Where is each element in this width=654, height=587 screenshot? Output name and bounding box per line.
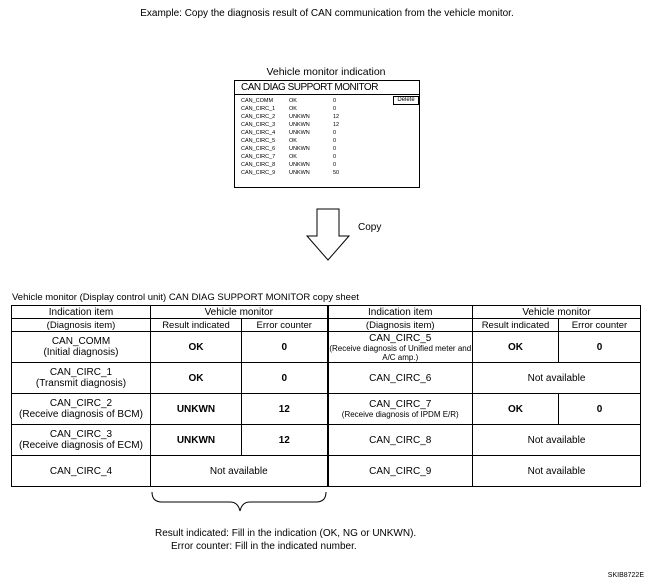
item-description: (Receive diagnosis of ECM) <box>19 440 143 451</box>
error-counter-cell: 0 <box>559 332 641 363</box>
monitor-row-name: CAN_CIRC_2 <box>241 114 276 120</box>
copy-sheet-table <box>11 305 641 487</box>
error-counter-note: Error counter: Fill in the indicated number. <box>171 541 357 552</box>
result-cell: UNKWN <box>151 425 242 456</box>
vehicle-monitor-header: Vehicle monitor <box>473 306 641 319</box>
item-description: (Initial diagnosis) <box>43 347 119 358</box>
not-available-cell: Not available <box>151 456 328 487</box>
monitor-row-status: OK <box>289 106 297 112</box>
monitor-row-status: OK <box>289 154 297 160</box>
item-description: (Receive diagnosis of IPDM E/R) <box>341 410 459 419</box>
monitor-row-name: CAN_CIRC_9 <box>241 170 276 176</box>
item-name: CAN_CIRC_7 <box>369 399 432 410</box>
table-row <box>12 425 641 456</box>
monitor-row-status: OK <box>289 138 297 144</box>
item-name: CAN_CIRC_4 <box>49 465 113 477</box>
monitor-row-status: UNKWN <box>289 146 310 152</box>
not-available-cell: Not available <box>473 425 641 456</box>
monitor-row-name: CAN_COMM <box>241 98 274 104</box>
monitor-row-name: CAN_CIRC_3 <box>241 122 276 128</box>
monitor-row-status: OK <box>289 98 297 104</box>
error-counter-cell: 0 <box>242 363 328 394</box>
monitor-row-name: CAN_CIRC_5 <box>241 138 276 144</box>
error-counter-cell: 0 <box>559 394 641 425</box>
result-cell: OK <box>473 332 559 363</box>
item-name: CAN_CIRC_8 <box>369 434 432 446</box>
diagnosis-item-cell <box>12 394 151 425</box>
error-counter-header: Error counter <box>559 319 641 332</box>
subheader-row <box>12 319 641 332</box>
result-indicated-header: Result indicated <box>473 319 559 332</box>
monitor-row <box>241 146 391 153</box>
monitor-row-status: UNKWN <box>289 170 310 176</box>
diagnosis-item-header: (Diagnosis item) <box>328 319 473 332</box>
down-arrow-icon <box>306 208 350 262</box>
monitor-row-name: CAN_CIRC_1 <box>241 106 276 112</box>
diagnosis-item-header: (Diagnosis item) <box>12 319 151 332</box>
item-description: (Receive diagnosis of BCM) <box>19 409 143 420</box>
diagnosis-item-cell <box>12 425 151 456</box>
example-caption: Example: Copy the diagnosis result of CAN communication from the vehicle monitor. <box>140 8 514 19</box>
result-indicated-header: Result indicated <box>151 319 242 332</box>
monitor-row-value: 0 <box>333 146 337 152</box>
indication-item-header: Indication item <box>12 306 151 319</box>
not-available-cell: Not available <box>473 363 641 394</box>
error-counter-cell: 0 <box>242 332 328 363</box>
monitor-row-value: 0 <box>333 106 337 112</box>
monitor-row-status: UNKWN <box>289 122 310 128</box>
monitor-row <box>241 170 391 177</box>
screen-title: CAN DIAG SUPPORT MONITOR <box>241 82 378 93</box>
item-name: CAN_CIRC_3 <box>49 429 113 440</box>
monitor-row-value: 50 <box>333 170 340 176</box>
item-description: (Receive diagnosis of Unified meter and A/C amp.) <box>329 343 472 362</box>
monitor-row-status: UNKWN <box>289 114 310 120</box>
monitor-row-name: CAN_CIRC_8 <box>241 162 276 168</box>
monitor-screen <box>234 80 420 188</box>
table-row <box>12 363 641 394</box>
screen-title-divider <box>235 94 419 95</box>
diagnosis-item-cell <box>328 425 473 456</box>
monitor-row <box>241 114 391 121</box>
error-counter-header: Error counter <box>242 319 328 332</box>
item-name: CAN_CIRC_6 <box>369 372 432 384</box>
monitor-row <box>241 106 391 113</box>
diagnosis-item-cell <box>328 332 473 363</box>
not-available-cell: Not available <box>473 456 641 487</box>
item-name: CAN_CIRC_2 <box>49 398 113 409</box>
monitor-row-value: 0 <box>333 154 337 160</box>
monitor-row-value: 0 <box>333 98 337 104</box>
delete-button[interactable]: Delete <box>393 96 419 105</box>
monitor-row-status: UNKWN <box>289 162 310 168</box>
monitor-row <box>241 130 391 137</box>
monitor-row-status: UNKWN <box>289 130 310 136</box>
brace-icon <box>150 490 330 514</box>
monitor-row-name: CAN_CIRC_4 <box>241 130 276 136</box>
vehicle-monitor-caption: Vehicle monitor indication <box>266 66 386 78</box>
item-name: CAN_CIRC_1 <box>49 367 113 378</box>
diagnosis-item-cell <box>328 456 473 487</box>
diagnosis-item-cell <box>12 456 151 487</box>
result-cell: UNKWN <box>151 394 242 425</box>
table-row <box>12 394 641 425</box>
table-row <box>12 456 641 487</box>
monitor-row <box>241 154 391 161</box>
monitor-row-value: 12 <box>333 122 340 128</box>
item-name: CAN_CIRC_5 <box>369 332 432 344</box>
result-cell: OK <box>151 363 242 394</box>
item-description: (Transmit diagnosis) <box>35 378 127 389</box>
diagnosis-item-cell <box>328 363 473 394</box>
diagnosis-item-cell <box>328 394 473 425</box>
monitor-row <box>241 98 391 105</box>
diagnosis-item-cell <box>12 332 151 363</box>
vehicle-monitor-header: Vehicle monitor <box>151 306 328 319</box>
monitor-row-value: 12 <box>333 114 340 120</box>
monitor-row-name: CAN_CIRC_6 <box>241 146 276 152</box>
monitor-row-value: 0 <box>333 130 337 136</box>
figure-code: SKIB8722E <box>607 572 644 579</box>
result-cell: OK <box>151 332 242 363</box>
error-counter-cell: 12 <box>242 394 328 425</box>
item-name: CAN_CIRC_9 <box>369 465 432 477</box>
monitor-row <box>241 122 391 129</box>
indication-item-header: Indication item <box>328 306 473 319</box>
header-row <box>12 306 641 319</box>
monitor-row-value: 0 <box>333 138 337 144</box>
error-counter-cell: 12 <box>242 425 328 456</box>
result-cell: OK <box>473 394 559 425</box>
monitor-row <box>241 162 391 169</box>
monitor-row-value: 0 <box>333 162 337 168</box>
result-indicated-note: Result indicated: Fill in the indication (OK, NG or UNKWN). <box>155 528 417 539</box>
copy-label: Copy <box>358 222 382 233</box>
item-name: CAN_COMM <box>51 336 111 347</box>
diagnosis-item-cell <box>12 363 151 394</box>
table-row <box>12 332 641 363</box>
copy-sheet-title: Vehicle monitor (Display control unit) CAN DIAG SUPPORT MONITOR copy sheet <box>12 292 359 303</box>
monitor-row <box>241 138 391 145</box>
monitor-row-name: CAN_CIRC_7 <box>241 154 276 160</box>
